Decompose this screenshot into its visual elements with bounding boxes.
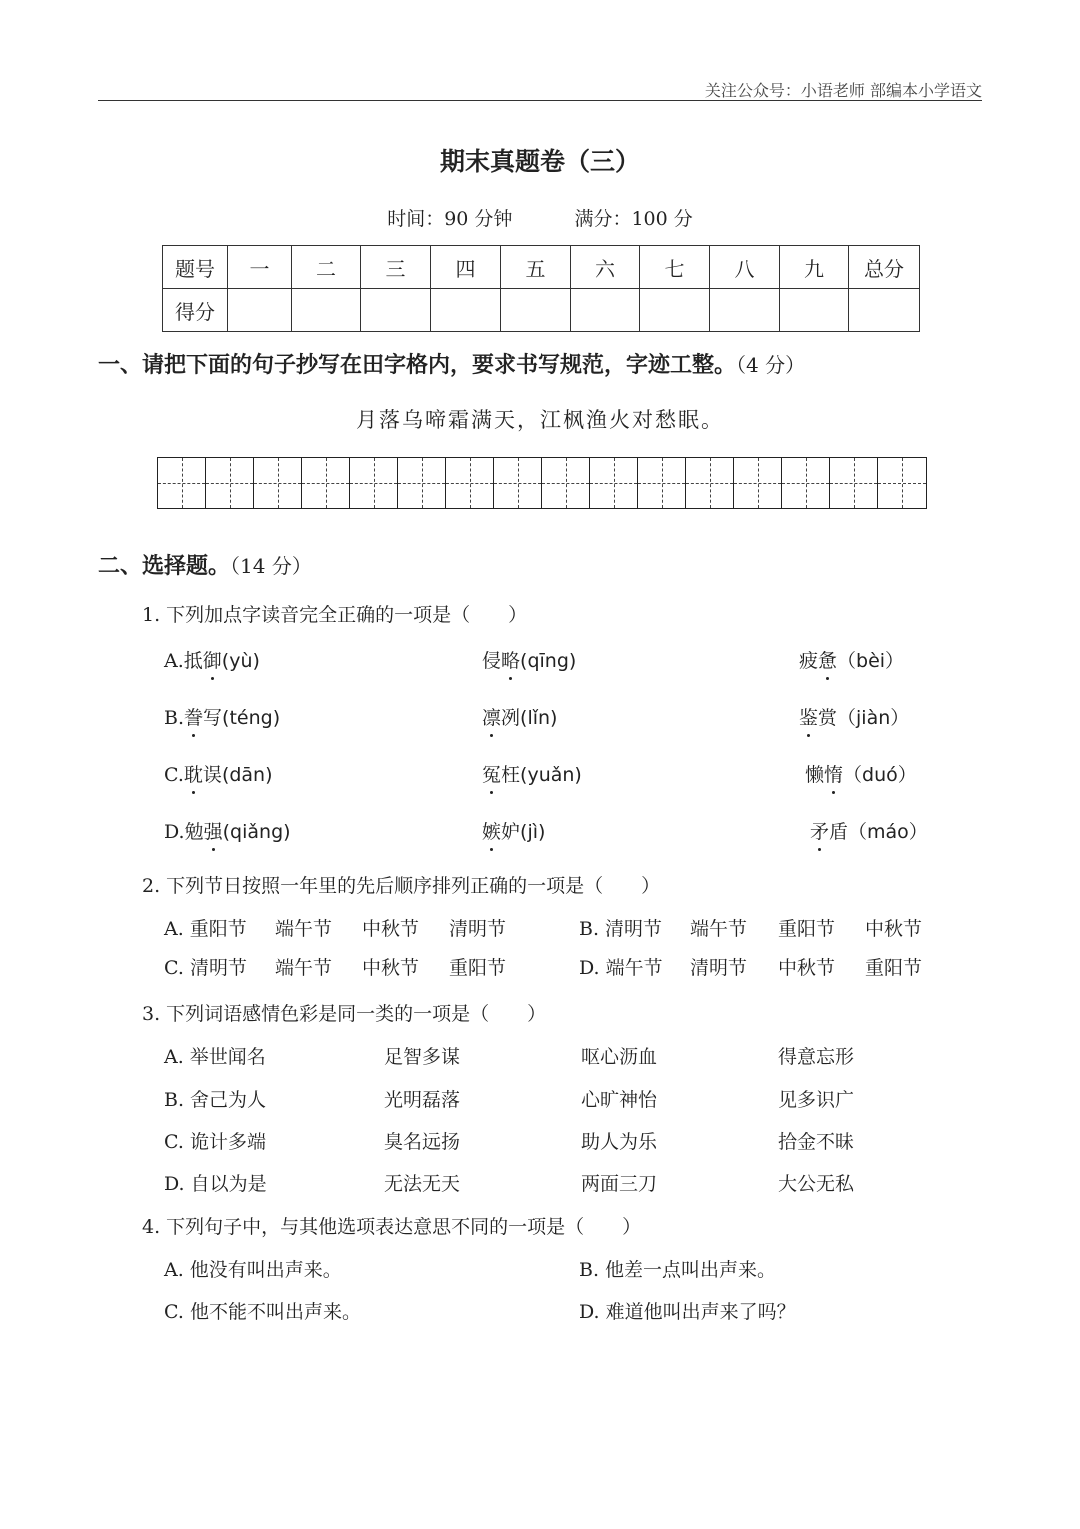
option-term: 重阳节 — [865, 957, 923, 979]
option-term: C. 清明节 — [164, 957, 247, 979]
option-term: 清明节 — [449, 918, 507, 940]
option-term: 端午节 — [690, 918, 748, 940]
score-input-cell[interactable] — [292, 289, 361, 332]
page-title: 期末真题卷（三） — [439, 147, 640, 176]
score-cell: 二 — [292, 246, 361, 289]
q1-word — [482, 760, 582, 787]
score-cell: 三 — [361, 246, 431, 289]
q1-option-a[interactable] — [164, 646, 260, 673]
pinyin: (qiǎng) — [222, 821, 291, 843]
q1-word — [482, 646, 576, 673]
q1-option-c[interactable] — [164, 760, 273, 787]
tianzige-cell[interactable] — [878, 458, 926, 508]
score-cell: 题号 — [163, 246, 228, 289]
option-term: 重阳节 — [778, 918, 836, 940]
score-input-cell[interactable] — [431, 289, 501, 332]
word-post: 枉 — [501, 764, 521, 786]
q3-option-a[interactable] — [164, 1042, 266, 1069]
tianzige-cell[interactable] — [302, 458, 350, 508]
option-term: 心旷神怡 — [581, 1089, 658, 1111]
tianzige-cell[interactable] — [542, 458, 590, 508]
q1-word — [482, 817, 545, 844]
section2-points: （14 分） — [230, 554, 312, 578]
tianzige-cell[interactable] — [638, 458, 686, 508]
dotted-char: 惫 — [818, 646, 837, 673]
option-term: B. 舍己为人 — [164, 1089, 267, 1111]
score-cell: 总分 — [849, 246, 920, 289]
tianzige-cell[interactable] — [830, 458, 878, 508]
pinyin: （duó） — [843, 764, 917, 786]
dotted-char: 强 — [204, 817, 223, 844]
word-post: 盾 — [829, 821, 849, 843]
tianzige-cell[interactable] — [686, 458, 734, 508]
score-cell: 一 — [228, 246, 292, 289]
tianzige-cell[interactable] — [206, 458, 254, 508]
exam-full-score: 满分：100 分 — [574, 208, 693, 230]
dotted-char: 略 — [501, 646, 520, 673]
q1-word — [482, 703, 557, 730]
q1-word — [799, 703, 909, 730]
tianzige-cell[interactable] — [590, 458, 638, 508]
option-term: 臭名远扬 — [384, 1131, 461, 1153]
copy-sentence: 月落乌啼霜满天，江枫渔火对愁眠。 — [356, 408, 724, 432]
q1-word — [799, 646, 904, 673]
score-cell: 六 — [571, 246, 640, 289]
score-cell: 八 — [710, 246, 780, 289]
score-input-cell[interactable] — [640, 289, 710, 332]
tianzige-cell[interactable] — [350, 458, 398, 508]
pinyin: (téng) — [222, 707, 281, 729]
pinyin: (qīng) — [520, 650, 577, 672]
word-pre: 侵 — [482, 650, 502, 672]
score-input-cell[interactable] — [228, 289, 292, 332]
word-pre: 疲 — [799, 650, 819, 672]
option-term: 端午节 — [275, 957, 333, 979]
q3-option-b[interactable] — [164, 1085, 266, 1112]
option-term: 中秋节 — [362, 918, 420, 940]
q2-option-d[interactable] — [579, 953, 663, 980]
section2-title — [98, 549, 312, 580]
word-pre: 懒 — [805, 764, 825, 786]
score-cell: 五 — [501, 246, 571, 289]
option-term: 呕心沥血 — [581, 1046, 658, 1068]
option-term: 见多识广 — [778, 1089, 855, 1111]
tianzige-cell[interactable] — [398, 458, 446, 508]
tianzige-cell[interactable] — [782, 458, 830, 508]
option-term: 光明磊落 — [384, 1089, 461, 1111]
section1-points: （4 分） — [736, 353, 806, 377]
q4-option-c[interactable]: C. 他不能不叫出声来。 — [164, 1301, 361, 1323]
q3-option-d[interactable] — [164, 1169, 267, 1196]
q2-option-b[interactable] — [579, 914, 662, 941]
option-term: 中秋节 — [865, 918, 923, 940]
tianzige-cell[interactable] — [254, 458, 302, 508]
section1-title — [98, 348, 805, 379]
dotted-char: 嫉 — [482, 817, 501, 844]
score-cell: 得分 — [163, 289, 228, 332]
option-term: 中秋节 — [362, 957, 420, 979]
score-input-cell[interactable] — [849, 289, 920, 332]
score-input-cell[interactable] — [501, 289, 571, 332]
dotted-char: 凛 — [482, 703, 501, 730]
option-term: 中秋节 — [778, 957, 836, 979]
q1-word — [810, 817, 928, 844]
score-cell: 九 — [780, 246, 849, 289]
word-post: 误 — [202, 764, 222, 786]
q4-option-b[interactable]: B. 他差一点叫出声来。 — [579, 1259, 777, 1281]
tianzige-cell[interactable] — [158, 458, 206, 508]
exam-time: 时间：90 分钟 — [387, 208, 513, 230]
q3-stem: 3. 下列词语感情色彩是同一类的一项是（ ） — [142, 1003, 547, 1025]
exam-info — [0, 204, 1080, 231]
score-table-header-row — [163, 246, 920, 289]
q4-option-a[interactable]: A. 他没有叫出声来。 — [164, 1259, 342, 1281]
option-label: A. — [164, 650, 184, 672]
q3-option-c[interactable] — [164, 1127, 266, 1154]
q2-option-a[interactable] — [164, 914, 247, 941]
option-term: 无法无天 — [384, 1173, 461, 1195]
dotted-char: 矛 — [810, 817, 829, 844]
option-term: 拾金不昧 — [778, 1131, 855, 1153]
word-pre: 勉 — [184, 821, 204, 843]
option-term: 大公无私 — [778, 1173, 855, 1195]
pinyin: （jiàn） — [837, 707, 910, 729]
score-input-cell[interactable] — [710, 289, 780, 332]
tianzige-cell[interactable] — [446, 458, 494, 508]
tianzige-grid[interactable] — [157, 457, 927, 509]
section2-title-text: 二、选择题。 — [98, 554, 231, 579]
option-term: D. 自以为是 — [164, 1173, 267, 1195]
option-term: C. 诡计多端 — [164, 1131, 266, 1153]
q2-stem: 2. 下列节日按照一年里的先后顺序排列正确的一项是（ ） — [142, 875, 661, 897]
q2-option-c[interactable] — [164, 953, 247, 980]
word-pre: 抵 — [183, 650, 203, 672]
section1-title-text: 一、请把下面的句子抄写在田字格内，要求书写规范，字迹工整。 — [98, 353, 737, 378]
word-post: 妒 — [501, 821, 521, 843]
score-table — [162, 245, 920, 332]
option-term: 清明节 — [690, 957, 748, 979]
option-term: 端午节 — [275, 918, 333, 940]
word-post: 赏 — [818, 707, 838, 729]
option-term: 两面三刀 — [581, 1173, 658, 1195]
option-term: 助人为乐 — [581, 1131, 658, 1153]
word-post: 冽 — [501, 707, 521, 729]
word-post: 写 — [203, 707, 223, 729]
score-table-score-row — [163, 289, 920, 332]
dotted-char: 惰 — [824, 760, 843, 787]
pinyin: (dān) — [221, 764, 273, 786]
option-term: 重阳节 — [449, 957, 507, 979]
tianzige-cell[interactable] — [734, 458, 782, 508]
pinyin: （bèi） — [837, 650, 905, 672]
header-rule — [98, 100, 982, 101]
option-term: 足智多谋 — [384, 1046, 461, 1068]
pinyin: (yù) — [221, 650, 260, 672]
score-cell: 四 — [431, 246, 501, 289]
option-term: B. 清明节 — [579, 918, 663, 940]
option-term: 得意忘形 — [778, 1046, 855, 1068]
option-label: D. — [164, 821, 185, 843]
dotted-char: 耽 — [184, 760, 203, 787]
score-input-cell[interactable] — [780, 289, 849, 332]
q4-option-d[interactable]: D. 难道他叫出声来了吗？ — [579, 1301, 796, 1323]
option-term: A. 举世闻名 — [164, 1046, 266, 1068]
pinyin: (yuǎn) — [520, 764, 582, 786]
option-label: B. — [164, 707, 185, 729]
pinyin: (lǐn) — [520, 707, 558, 729]
option-label: C. — [164, 764, 184, 786]
q1-stem: 1. 下列加点字读音完全正确的一项是（ ） — [142, 604, 528, 626]
score-input-cell[interactable] — [571, 289, 640, 332]
dotted-char: 御 — [203, 646, 222, 673]
score-cell: 七 — [640, 246, 710, 289]
q1-option-b[interactable] — [164, 703, 280, 730]
dotted-char: 鉴 — [799, 703, 818, 730]
dotted-char: 誊 — [184, 703, 203, 730]
q1-option-d[interactable] — [164, 817, 291, 844]
pinyin: (jì) — [520, 821, 546, 843]
option-term: D. 端午节 — [579, 957, 663, 979]
pinyin: （máo） — [848, 821, 928, 843]
tianzige-cell[interactable] — [494, 458, 542, 508]
score-input-cell[interactable] — [361, 289, 431, 332]
header-note: 关注公众号：小语老师 部编本小学语文 — [704, 81, 982, 100]
q4-stem: 4. 下列句子中，与其他选项表达意思不同的一项是（ ） — [142, 1216, 642, 1238]
dotted-char: 冤 — [482, 760, 501, 787]
option-term: A. 重阳节 — [164, 918, 247, 940]
q1-word — [805, 760, 917, 787]
